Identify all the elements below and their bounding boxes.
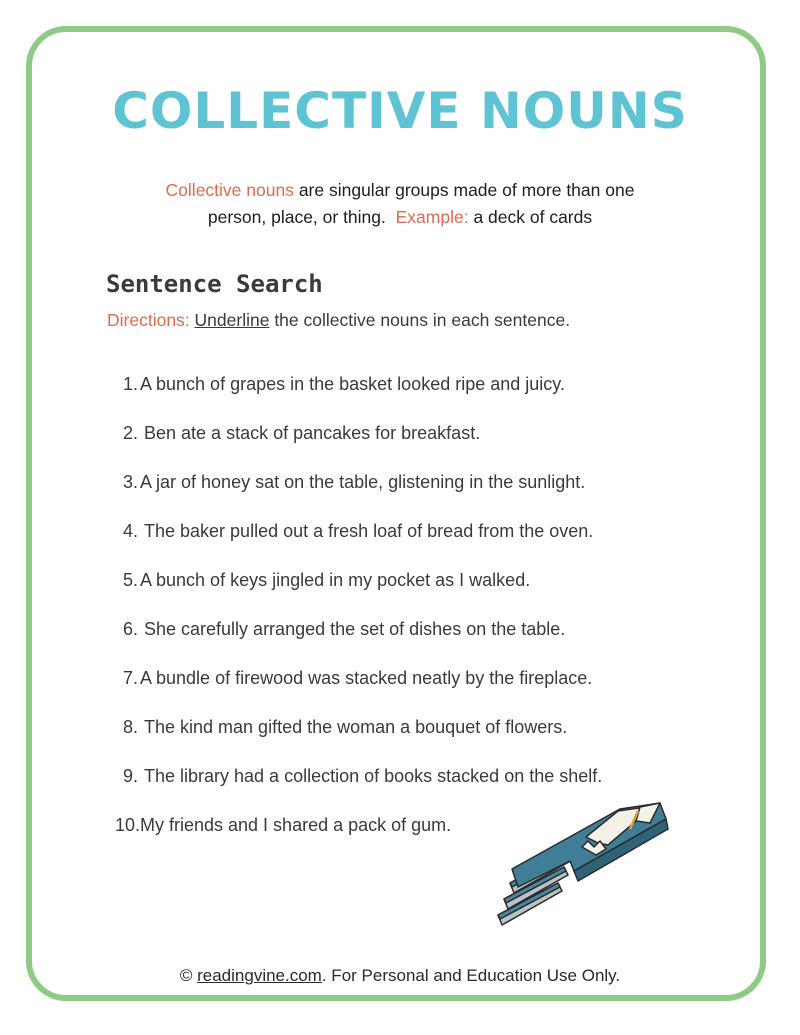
sentence-text: The kind man gifted the woman a bouquet of flowers.	[144, 717, 568, 737]
sentence-number: 2.	[122, 423, 138, 443]
footer-text: . For Personal and Education Use Only.	[321, 966, 621, 985]
section-title: Sentence Search	[106, 270, 323, 298]
sentence-item	[0, 419, 800, 447]
sentence-number: 9.	[122, 766, 138, 786]
sentence-text: A jar of honey sat on the table, glistening in the sunlight.	[140, 472, 586, 492]
directions-text: the collective nouns in each sentence.	[269, 310, 571, 330]
example-text: a deck of cards	[468, 207, 593, 227]
pack-of-gum-icon	[490, 795, 670, 935]
sentence-text: A bunch of grapes in the basket looked ripe and juicy.	[140, 374, 565, 394]
sentence-number: 5.	[122, 570, 138, 590]
sentence-number: 3.	[122, 472, 138, 492]
definition-term: Collective nouns	[165, 180, 294, 200]
page-title: COLLECTIVE NOUNS	[112, 82, 688, 140]
sentence-item	[0, 468, 800, 496]
sentence-number: 4.	[122, 521, 138, 541]
sentence-item	[0, 762, 800, 790]
example-label: Example:	[395, 207, 469, 227]
sentence-text: The baker pulled out a fresh loaf of bread from the oven.	[144, 521, 594, 541]
sentence-number: 10.	[114, 815, 140, 835]
sentence-number: 1.	[122, 374, 138, 394]
sentence-text: Ben ate a stack of pancakes for breakfast.	[144, 423, 481, 443]
sentence-item	[0, 615, 800, 643]
definition-text-line1: are singular groups made of more than one	[293, 180, 635, 200]
sentence-text: A bunch of keys jingled in my pocket as I walked.	[140, 570, 531, 590]
sentence-item	[0, 566, 800, 594]
sentence-number: 8.	[122, 717, 138, 737]
sentence-item	[0, 713, 800, 741]
sentence-text: My friends and I shared a pack of gum.	[140, 815, 452, 835]
sentence-item	[0, 517, 800, 545]
sentence-number: 7.	[122, 668, 138, 688]
sentence-text: The library had a collection of books stacked on the shelf.	[144, 766, 603, 786]
footer	[0, 966, 800, 986]
footer-link[interactable]: readingvine.com	[197, 966, 322, 985]
directions-label: Directions:	[107, 310, 190, 330]
definition-text-line2: person, place, or thing.	[207, 207, 386, 227]
sentence-item	[0, 664, 800, 692]
sentence-text: She carefully arranged the set of dishes on the table.	[144, 619, 566, 639]
copyright-symbol: ©	[179, 966, 193, 985]
sentence-item	[0, 811, 800, 839]
sentence-item	[0, 370, 800, 398]
sentence-number: 6.	[122, 619, 138, 639]
directions	[107, 310, 570, 331]
sentence-text: A bundle of firewood was stacked neatly by the fireplace.	[140, 668, 593, 688]
directions-verb: Underline	[194, 310, 270, 330]
definition	[100, 177, 700, 231]
